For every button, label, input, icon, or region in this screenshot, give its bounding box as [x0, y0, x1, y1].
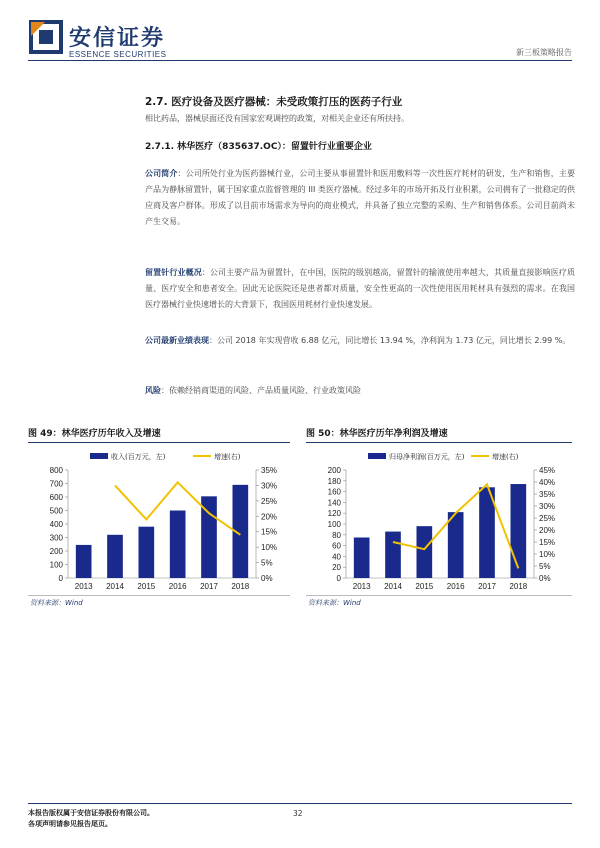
y-tick-label: 0: [336, 574, 341, 583]
paragraph-lead: 留置针行业概况: [145, 268, 202, 277]
report-type: 新三板策略报告: [516, 48, 572, 57]
company-logo: [29, 20, 229, 60]
logo-name-cn: 安信证券: [69, 26, 166, 51]
bar: [107, 535, 123, 578]
x-tick-label: 2014: [384, 582, 402, 591]
legend: [90, 452, 241, 462]
y-tick-label: 200: [49, 547, 63, 556]
paragraph-performance: [145, 333, 575, 349]
bar: [170, 511, 186, 579]
x-tick-label: 2017: [478, 582, 496, 591]
subsection-title: 2.7.1. 林华医疗（835637.OC）：留置针行业重要企业: [145, 142, 372, 152]
y2-tick-label: 5%: [539, 562, 551, 571]
x-tick-label: 2015: [137, 582, 156, 591]
y2-tick-label: 10%: [261, 543, 278, 553]
net-profit-chart: [306, 448, 576, 596]
y-tick-label: 100: [327, 520, 341, 529]
paragraph-lead: 公司最新业绩表现: [145, 336, 209, 345]
y2-tick-label: 5%: [261, 558, 273, 568]
figure-49-rule: [28, 442, 290, 443]
y2-tick-label: 20%: [539, 526, 556, 535]
y-tick-label: 80: [332, 530, 341, 540]
y2-tick-label: 30%: [539, 502, 556, 511]
figure-49-source: 资料来源：Wind: [30, 599, 83, 607]
y-tick-label: 0: [58, 574, 63, 583]
y2-tick-label: 40%: [539, 478, 556, 487]
figure-49-source-rule: [28, 595, 290, 596]
paragraph-lead: 公司简介: [145, 169, 178, 178]
paragraph-text: ：公司 2018 年实现营收 6.88 亿元，同比增长 13.94 %，净利润为 1.73 亿元，同比增长 2.99 %。: [209, 336, 571, 345]
paragraph-industry-overview: [145, 265, 575, 313]
legend: [368, 452, 519, 462]
y-tick-label: 300: [49, 533, 63, 543]
x-tick-label: 2016: [446, 582, 465, 591]
x-tick-label: 2014: [106, 582, 124, 591]
paragraph-text: ：公司主要产品为留置针，在中国，医院的级别越高，留置针的输液使用率越大，其质量直接影响医疗质量、医疗安全和患者安全。因此无论医院还是患者都对质量，安全性更高的一次性使用医用耗材具有强烈的需求。在我国医疗器械行业快速增长的大背景下，我国医用耗材行业快速发展。: [145, 268, 575, 309]
y-tick-label: 600: [49, 493, 63, 502]
y-tick-label: 500: [49, 506, 63, 516]
section-intro: 相比药品，器械层面还没有国家宏观调控的政策，对相关企业还有所扶持。: [145, 114, 409, 123]
logo-mark-icon: [29, 20, 63, 54]
y2-tick-label: 0%: [539, 574, 551, 583]
y2-tick-label: 30%: [261, 481, 278, 491]
figure-50-rule: [306, 442, 572, 443]
footer-divider: [28, 803, 572, 804]
y2-tick-label: 15%: [261, 527, 278, 537]
footer-disclaimer: 各项声明请参见报告尾页。: [28, 820, 112, 828]
y-tick-label: 120: [327, 509, 341, 519]
legend-line-label: 增速(右): [492, 453, 519, 461]
figure-49-title: [28, 426, 161, 439]
logo-name-en: ESSENCE SECURITIES: [69, 50, 167, 59]
legend-bar-swatch: [90, 453, 108, 459]
y-tick-label: 200: [327, 466, 341, 475]
x-tick-label: 2018: [231, 582, 250, 591]
x-tick-label: 2018: [509, 582, 528, 591]
paragraph-text: ：公司所处行业为医药器械行业，公司主要从事留置针和医用敷料等一次性医疗耗材的研发，生产和销售，主要产品为静脉留置针，属于国家重点监督管理的 III 类医疗器械。经过多年的市场开拓及行业积累，公司拥有了一批稳定的供应商及客户群体。形成了以目前市场需求为导向的商业模式，并具备了独立完整的采购、生产和销售体系。公司目前尚未产生交易。: [145, 169, 576, 226]
x-tick-label: 2015: [415, 582, 434, 591]
y-tick-label: 400: [49, 520, 63, 529]
figure-50-source-rule: [306, 595, 572, 596]
figure-50-title: [306, 426, 448, 439]
paragraph-lead: 风险: [145, 386, 161, 395]
x-tick-label: 2017: [200, 582, 218, 591]
y-tick-label: 140: [327, 498, 341, 508]
y-tick-label: 700: [49, 479, 63, 489]
bar: [417, 526, 433, 578]
revenue-chart: [28, 448, 298, 596]
legend-bar-label: 归母净利润(百万元，左): [389, 453, 465, 461]
y-tick-label: 100: [49, 560, 63, 570]
bar: [139, 527, 155, 578]
y2-tick-label: 25%: [539, 514, 556, 523]
bar: [354, 538, 370, 579]
y-tick-label: 40: [332, 552, 341, 562]
figure-label: 图 49: [28, 429, 53, 439]
bar: [76, 545, 92, 578]
y-tick-label: 60: [332, 541, 341, 551]
footer-copyright: 本报告版权属于安信证券股份有限公司。: [28, 809, 154, 817]
x-tick-label: 2013: [74, 582, 93, 591]
y2-tick-label: 20%: [261, 512, 278, 522]
figure-caption: ：林华医疗历年收入及增速: [52, 429, 161, 439]
y2-tick-label: 15%: [539, 538, 556, 547]
y-tick-label: 180: [327, 476, 341, 486]
y-tick-label: 20: [332, 563, 341, 573]
y2-tick-label: 0%: [261, 574, 273, 583]
paragraph-text: ：依赖经销商渠道的风险、产品质量风险、行业政策风险: [161, 386, 361, 395]
y2-tick-label: 10%: [539, 550, 556, 559]
y2-tick-label: 45%: [539, 466, 556, 475]
bar: [385, 532, 401, 578]
y2-tick-label: 35%: [261, 466, 278, 475]
paragraph-company-intro: [145, 166, 575, 230]
legend-bar-label: 收入(百万元，左): [111, 453, 166, 461]
bar: [511, 484, 527, 578]
figure-50-source: 资料来源：Wind: [308, 599, 361, 607]
y2-tick-label: 25%: [261, 496, 278, 506]
legend-bar-swatch: [368, 453, 386, 459]
section-title: 2.7. 医疗设备及医疗器械：未受政策打压的医药子行业: [145, 96, 403, 108]
x-tick-label: 2013: [352, 582, 371, 591]
paragraph-risks: [145, 383, 575, 399]
header-divider: [28, 60, 572, 61]
page-number: 32: [293, 809, 303, 818]
figure-caption: ：林华医疗历年净利润及增速: [330, 429, 448, 439]
legend-line-label: 增速(右): [214, 453, 241, 461]
y-tick-label: 160: [327, 487, 341, 497]
figure-label: 图 50: [306, 429, 331, 439]
bar: [448, 512, 464, 578]
x-tick-label: 2016: [168, 582, 187, 591]
y2-tick-label: 35%: [539, 490, 556, 499]
y-tick-label: 800: [49, 466, 63, 475]
